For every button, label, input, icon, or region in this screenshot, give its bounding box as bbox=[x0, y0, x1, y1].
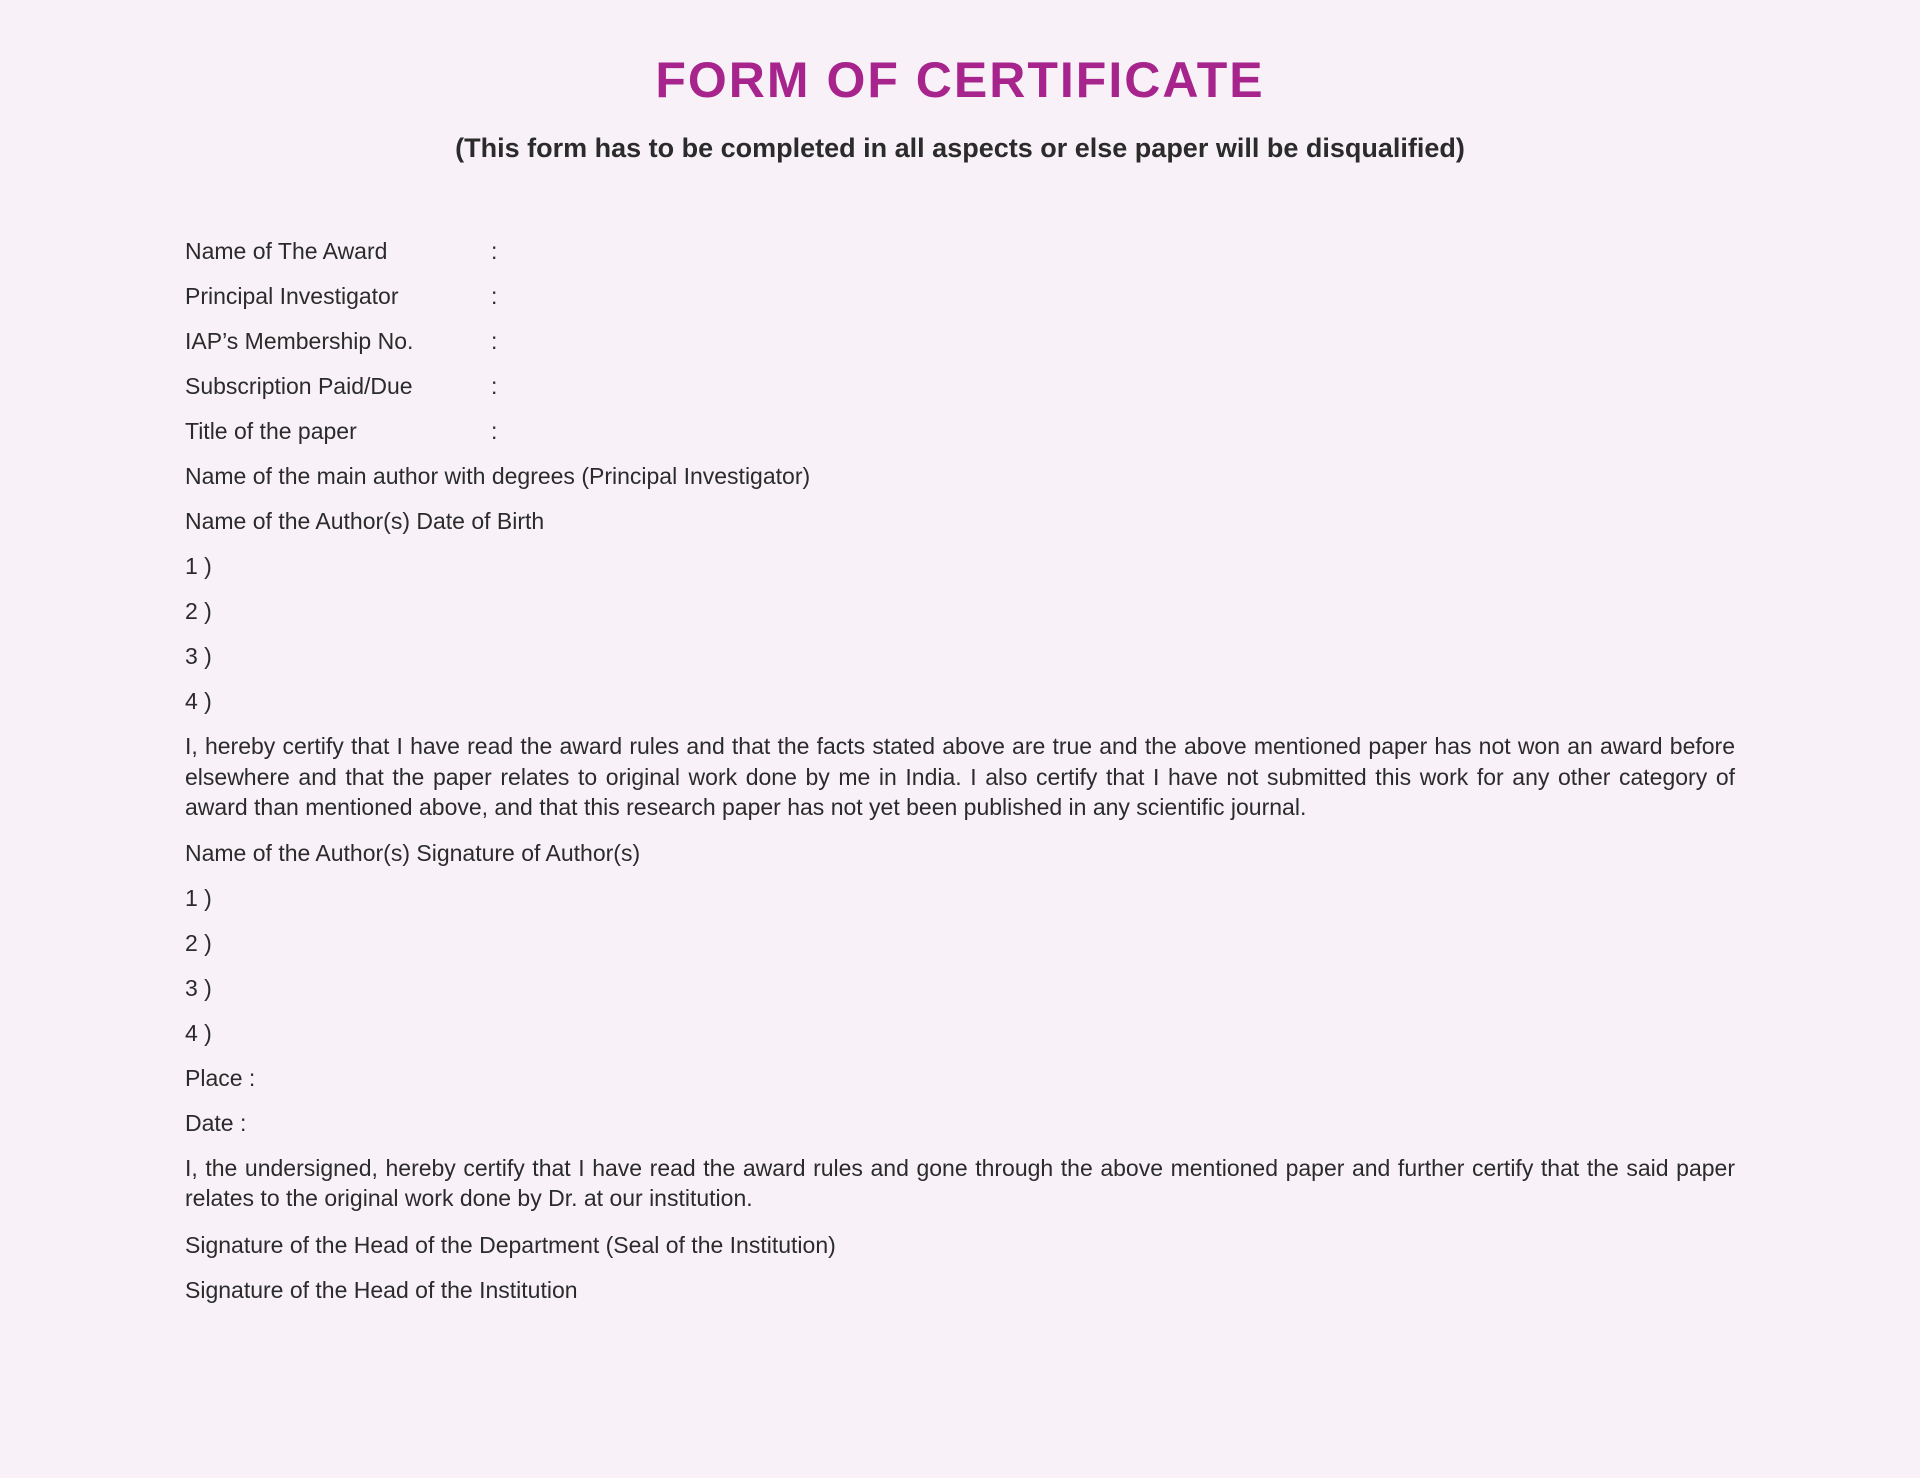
field-subscription bbox=[185, 371, 1735, 401]
field-principal-investigator bbox=[185, 281, 1735, 311]
form-subtitle: (This form has to be completed in all aspects or else paper will be disqualified) bbox=[455, 133, 1465, 163]
authors-dob-item: 4 ) bbox=[185, 688, 212, 714]
field-award-name bbox=[185, 236, 1735, 266]
authors-signature-item: 1 ) bbox=[185, 884, 212, 911]
authors-dob-item: 1 ) bbox=[185, 553, 212, 579]
field-colon: : bbox=[491, 418, 498, 444]
certification-paragraph: I, hereby certify that I have read the award rules and that the facts stated above are true and the above mentioned paper has not won an award before elsewhere and that the paper relates to original work done by me in India. I also certify that I have not submitted this work for any other category of award than mentioned above, and that this research paper has not yet been published in any scientific journal. bbox=[185, 733, 1735, 820]
undersigned-paragraph: I, the undersigned, hereby certify that I have read the award rules and gone through the above mentioned paper and further certify that the said paper relates to the original work done by Dr. at our institution. bbox=[185, 1154, 1735, 1211]
form-content bbox=[185, 236, 1735, 1320]
field-label: Title of the paper bbox=[185, 418, 357, 444]
authors-signature-item: 2 ) bbox=[185, 929, 212, 956]
field-colon: : bbox=[491, 283, 498, 309]
authors-signature-header: Name of the Author(s) Signature of Author(s) bbox=[185, 839, 641, 866]
field-label: IAP’s Membership No. bbox=[185, 328, 414, 354]
field-colon: : bbox=[491, 328, 498, 354]
field-label: Name of The Award bbox=[185, 238, 388, 264]
authors-dob-item: 2 ) bbox=[185, 598, 212, 624]
field-membership-no bbox=[185, 326, 1735, 356]
signature-head-institution: Signature of the Head of the Institution bbox=[185, 1276, 578, 1303]
field-colon: : bbox=[491, 238, 498, 264]
authors-dob-header: Name of the Author(s) Date of Birth bbox=[185, 508, 545, 534]
place-label: Place : bbox=[185, 1064, 256, 1091]
field-label: Principal Investigator bbox=[185, 283, 399, 309]
authors-signature-item: 3 ) bbox=[185, 974, 212, 1001]
form-title: FORM OF CERTIFICATE bbox=[655, 52, 1265, 108]
field-label: Subscription Paid/Due bbox=[185, 373, 413, 399]
date-label: Date : bbox=[185, 1109, 247, 1136]
authors-dob-item: 3 ) bbox=[185, 643, 212, 669]
field-colon: : bbox=[491, 373, 498, 399]
main-author-line: Name of the main author with degrees (Principal Investigator) bbox=[185, 463, 811, 489]
field-paper-title bbox=[185, 416, 1735, 446]
authors-signature-item: 4 ) bbox=[185, 1019, 212, 1046]
signature-hod: Signature of the Head of the Department (Seal of the Institution) bbox=[185, 1231, 836, 1258]
